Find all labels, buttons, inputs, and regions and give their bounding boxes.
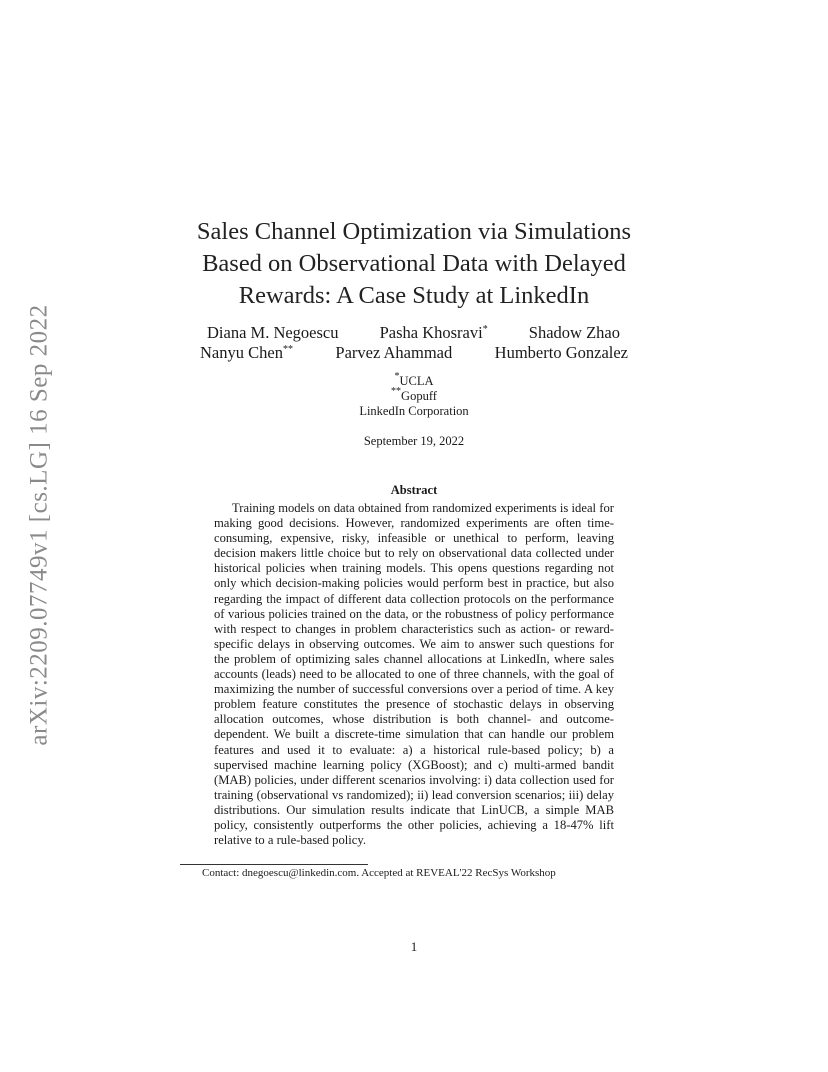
abstract-heading: Abstract bbox=[390, 483, 438, 497]
arxiv-identifier-text: arXiv:2209.07749v1 [cs.LG] 16 Sep 2022 bbox=[26, 304, 54, 746]
author bbox=[495, 343, 628, 363]
affiliation-ucla bbox=[214, 371, 614, 389]
author-name: Shadow Zhao bbox=[528, 323, 620, 342]
affiliation-mark: ** bbox=[391, 386, 402, 397]
title-line-3: Rewards: A Case Study at LinkedIn bbox=[238, 282, 590, 309]
author bbox=[200, 343, 293, 363]
author bbox=[529, 323, 620, 343]
affiliation-name: LinkedIn Corporation bbox=[359, 404, 469, 418]
author-row-2 bbox=[200, 343, 628, 363]
page-number: 1 bbox=[410, 939, 418, 954]
affiliation-gopuff bbox=[214, 386, 614, 404]
author bbox=[207, 323, 339, 343]
affiliation-linkedin bbox=[214, 404, 614, 419]
title-line-2: Based on Observational Data with Delayed bbox=[202, 250, 626, 277]
author-row-1 bbox=[207, 323, 620, 343]
title-line-1: Sales Channel Optimization via Simulations bbox=[196, 218, 632, 245]
footnote-divider bbox=[180, 864, 368, 865]
affiliation-name: UCLA bbox=[399, 374, 434, 388]
author-name: Nanyu Chen bbox=[200, 343, 283, 362]
author bbox=[335, 343, 452, 363]
arxiv-identifier-stamp bbox=[18, 290, 62, 760]
paper-date: September 19, 2022 bbox=[363, 434, 465, 448]
author-name: Parvez Ahammad bbox=[335, 343, 453, 362]
affiliation-name: Gopuff bbox=[401, 389, 437, 403]
author-name: Pasha Khosravi bbox=[379, 323, 483, 342]
author-mark: * bbox=[482, 324, 488, 335]
author-mark: ** bbox=[282, 344, 293, 355]
affiliation-mark: * bbox=[394, 371, 400, 382]
author-name: Humberto Gonzalez bbox=[494, 343, 628, 362]
footnote-contact: Contact: dnegoescu@linkedin.com. Accepted at REVEAL'22 RecSys Workshop bbox=[202, 867, 556, 879]
abstract-body: Training models on data obtained from randomized experiments is ideal for making good decisions. However, randomized experiments are often time-consuming, expensive, risky, infeasible or unethical to perform, leaving decision makers little choice but to rely on observational data collected under historical policies when training models. This opens questions regarding not only which decision-making policies would perform best in practice, but also regarding the impact of different data collection protocols on the performance of various policies trained on the data, or the robustness of policy performance with respect to changes in problem characteristics such as action- or reward- specific delays in observing outcomes. We aim to answer such questions for the problem of optimizing sales channel allocations at LinkedIn, where sales accounts (leads) need to be allocated to one of three channels, with the goal of maximizing the number of successful conversions over a period of time. A key problem feature constitutes the presence of stochastic delays in observing allocation outcomes, whose distribution is both channel- and outcome- dependent. We built a discrete-time simulation that can handle our problem features and used it to evaluate: a) a historical rule-based policy; b) a supervised machine learning policy (XGBoost); and c) multi-armed bandit (MAB) policies, under different scenarios involving: i) data collection used for training (observational vs randomized); ii) lead conversion scenarios; iii) delay distributions. Our simulation results indicate that LinUCB, a simple MAB policy, consistently outperforms the other policies, achieving a 18-47% lift relative to a rule-based policy. bbox=[214, 501, 614, 848]
author bbox=[380, 323, 488, 343]
author-name: Diana M. Negoescu bbox=[207, 323, 339, 342]
paper-title bbox=[160, 216, 668, 312]
